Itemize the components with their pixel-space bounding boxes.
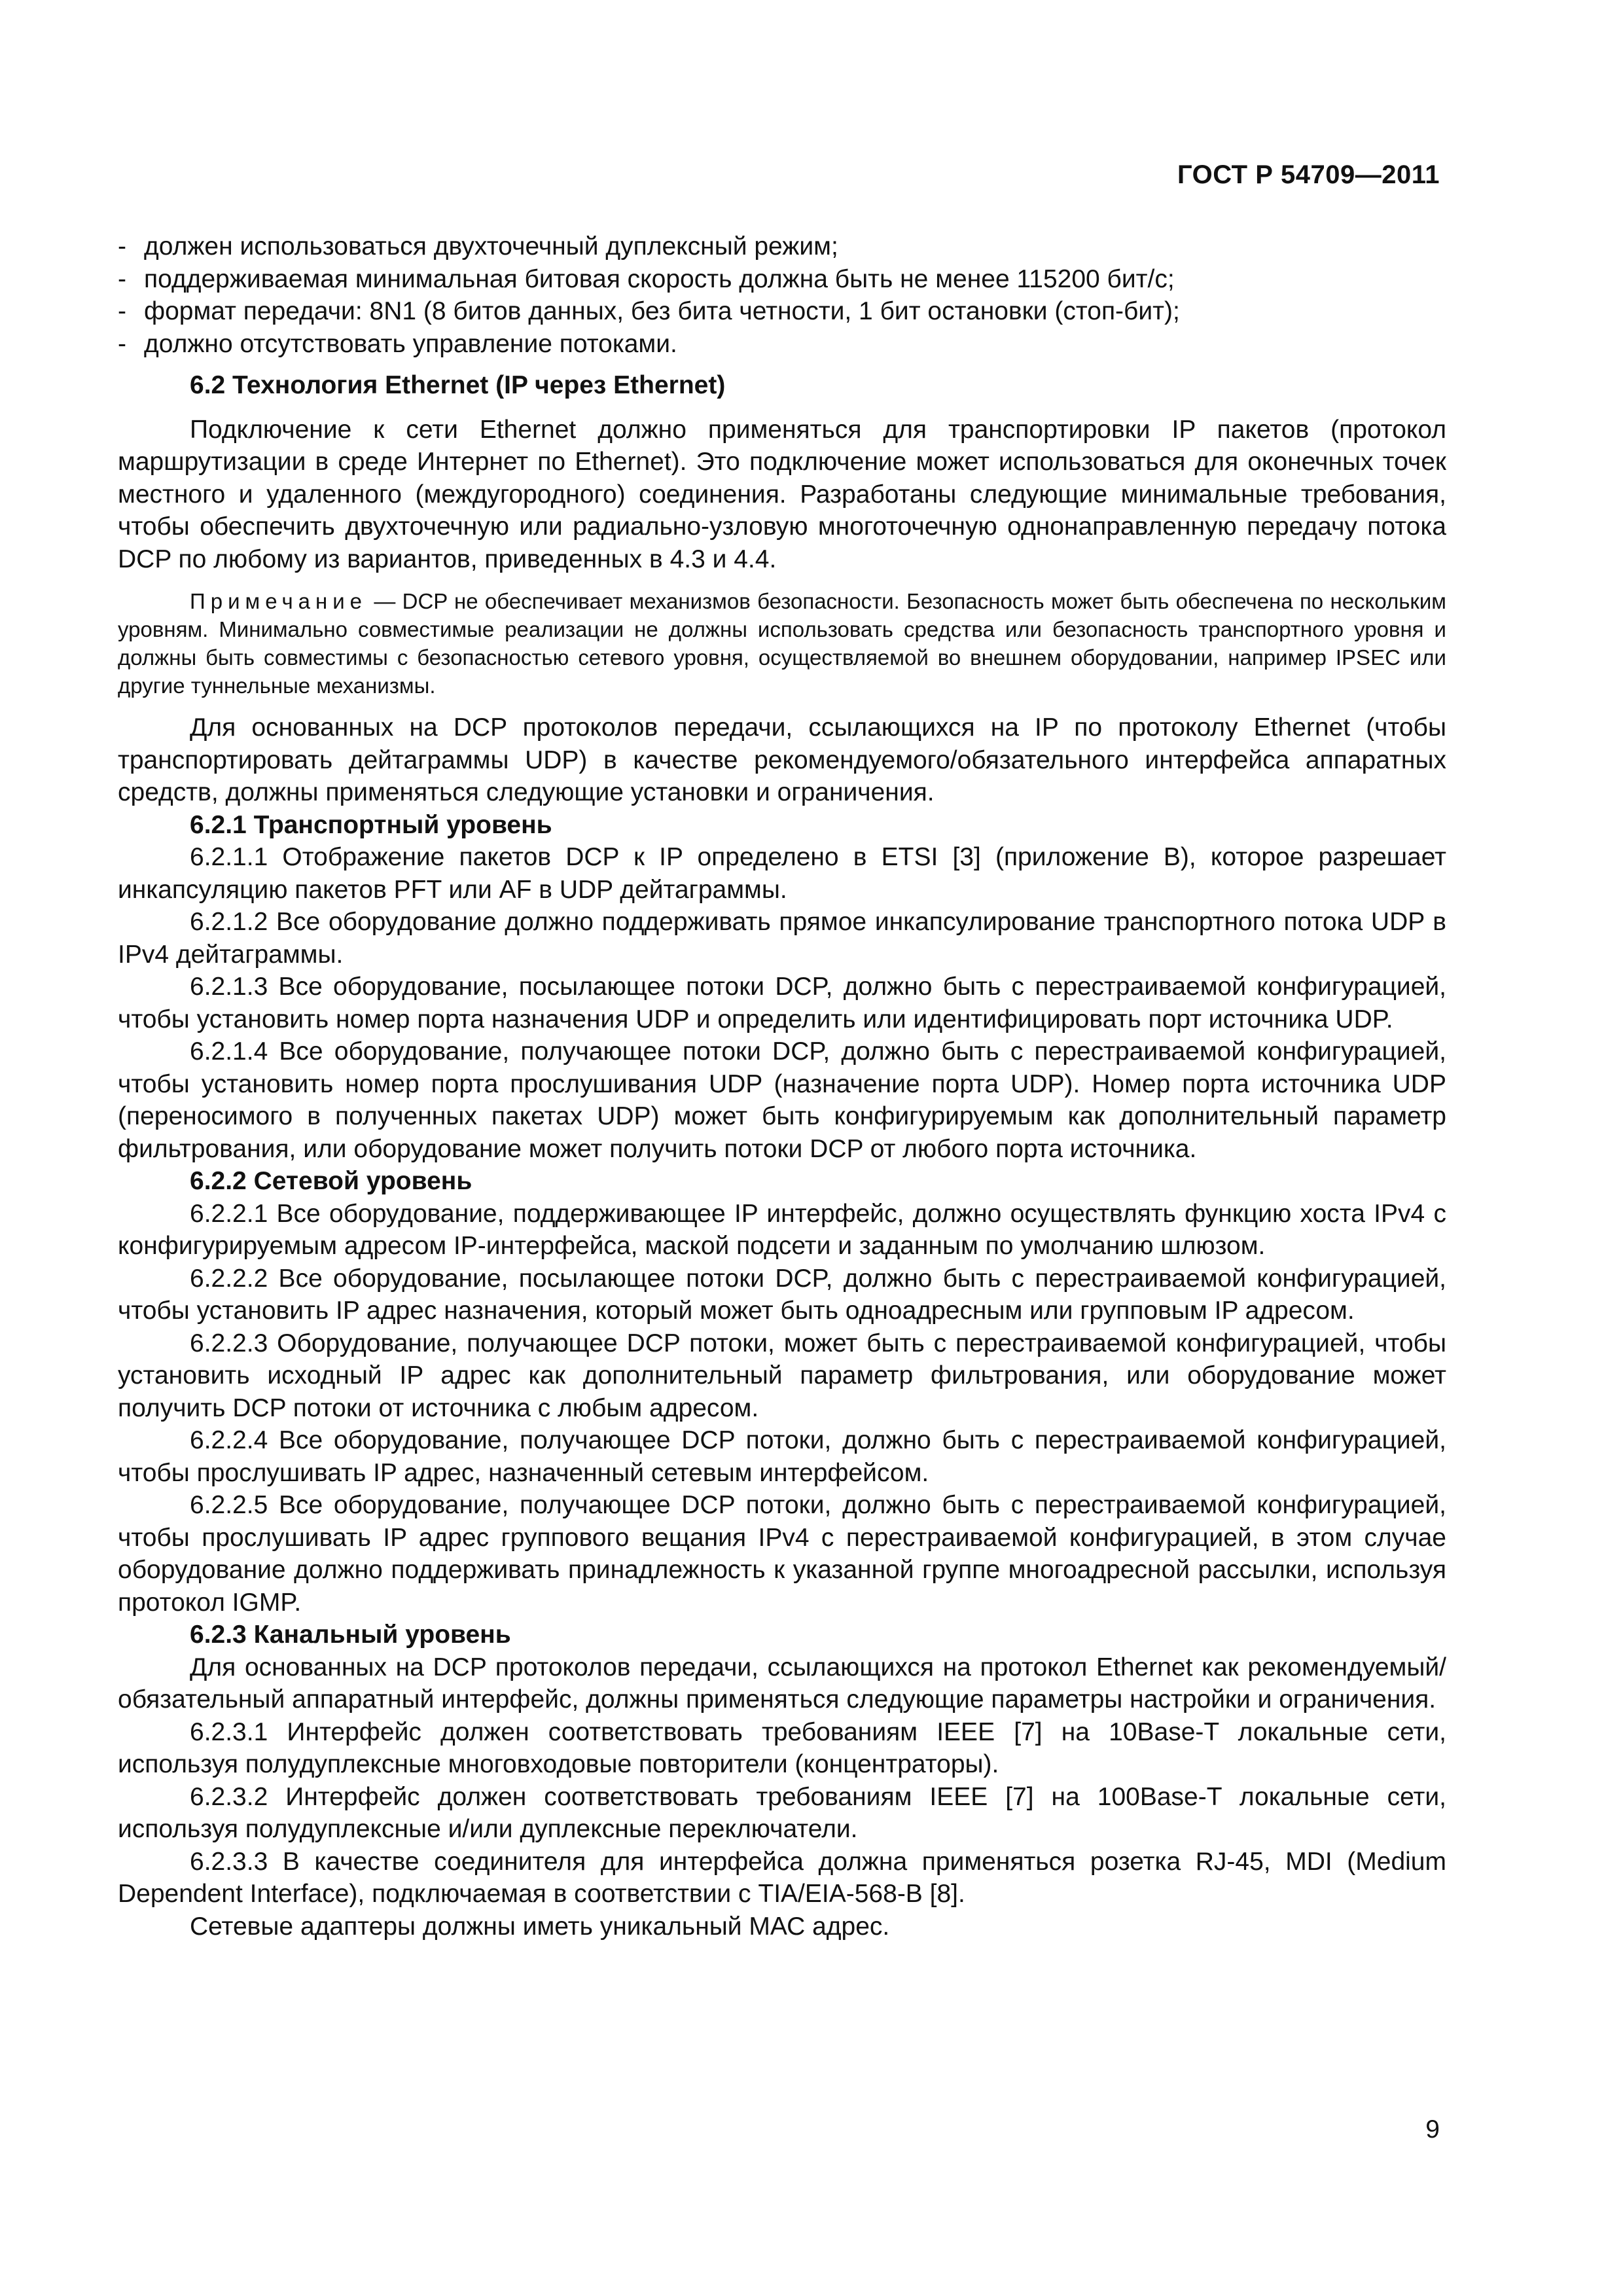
paragraph: Подключение к сети Ethernet должно применяться для транспортировки IP пакетов (протокол маршрутизации в среде Интернет по Ethernet). Это подключение может использоваться для оконечных точек местного и удаленного (междугородного) соединения. Разработаны следующие минимальные требования, чтобы обеспечить двухточечную или радиально-узловую многоточечную однонаправленную передачу потока DCP по любому из вариантов, приведенных в 4.3 и 4.4. xyxy=(118,415,1446,573)
paragraph: Для основанных на DCP протоколов передачи, ссылающихся на протокол Ethernet как рекомендуемый/обязательный аппаратный интерфейс, должны применяться следующие параметры настройки и ограничения. xyxy=(118,1653,1446,1713)
clause: 6.2.1.4 Все оборудование, получающее потоки DCP, должно быть с перестраиваемой конфигурацией, чтобы установить номер порта прослушивания UDP (назначение порта UDP). Номер порта источника UDP (переносимого в полученных пакетах UDP) может быть конфигурируемым как дополнительный параметр фильтрования, или оборудование может получить потоки DCP от любого порта источника. xyxy=(118,1037,1446,1163)
list-item: - должен использоваться двухточечный дуплексный режим; xyxy=(118,230,1446,263)
paragraph: Сетевые адаптеры должны иметь уникальный МАС адрес. xyxy=(190,1912,890,1941)
clause: 6.2.1.2 Все оборудование должно поддерживать прямое инкапсулирование транспортного потока UDP в IPv4 дейтаграммы. xyxy=(118,908,1446,969)
document-header: ГОСТ Р 54709—2011 xyxy=(1177,160,1440,189)
clause: 6.2.2.4 Все оборудование, получающее DCP потоки, должно быть с перестраиваемой конфигурацией, чтобы прослушивать IP адрес, назначенный сетевым интерфейсом. xyxy=(118,1426,1446,1487)
clause: 6.2.1.1 Отображение пакетов DCP к IP определено в ETSI [3] (приложение В), которое разрешает инкапсуляцию пакетов PFT или AF в UDP дейтаграммы. xyxy=(118,843,1446,904)
note-label: Примечание xyxy=(190,589,368,613)
requirements-list xyxy=(118,230,1446,360)
section-heading-6-2: 6.2 Технология Ethernet (IP через Ethernet) xyxy=(190,371,726,399)
clause: 6.2.2.2 Все оборудование, посылающее потоки DCP, должно быть с перестраиваемой конфигурацией, чтобы установить IP адрес назначения, который может быть одноадресным или групповым IP адресом. xyxy=(118,1264,1446,1325)
note-text: — DCP не обеспечивает механизмов безопасности. Безопасность может быть обеспечена по нескольким уровням. Минимально совместимые реализации не должны использовать средства или безопасность транспортного уровня и должны быть совместимы с безопасностью сетевого уровня, осуществляемой во внешнем оборудовании, например IPSEC или другие туннельные механизмы. xyxy=(118,589,1446,698)
list-item: - формат передачи: 8N1 (8 битов данных, без бита четности, 1 бит остановки (стоп-бит); xyxy=(118,295,1446,328)
section-heading-6-2-2: 6.2.2 Сетевой уровень xyxy=(190,1167,473,1195)
page-content xyxy=(118,230,1446,1943)
list-item: - поддерживаемая минимальная битовая скорость должна быть не менее 115200 бит/с; xyxy=(118,263,1446,296)
section-heading-6-2-1: 6.2.1 Транспортный уровень xyxy=(190,810,552,839)
list-item: - должно отсутствовать управление потоками. xyxy=(118,328,1446,361)
paragraph: Для основанных на DCP протоколов передачи, ссылающихся на IP по протоколу Ethernet (чтобы транспортировать дейтаграммы UDP) в качестве рекомендуемого/обязательного интерфейса аппаратных средств, должны применяться следующие установки и ограничения. xyxy=(118,713,1446,806)
clause: 6.2.2.3 Оборудование, получающее DCP потоки, может быть с перестраиваемой конфигурацией, чтобы установить исходный IP адрес как дополнительный параметр фильтрования, или оборудование может получить DCP потоки от источника с любым адресом. xyxy=(118,1329,1446,1422)
clause: 6.2.3.3 В качестве соединителя для интерфейса должна применяться розетка RJ-45, MDI (Medium Dependent Interface), подключаемая в соответствии с TIA/EIA-568-B [8]. xyxy=(118,1847,1446,1908)
clause: 6.2.2.1 Все оборудование, поддерживающее IP интерфейс, должно осуществлять функцию хоста IPv4 с конфигурируемым адресом IP-интерфейса, маской подсети и заданным по умолчанию шлюзом. xyxy=(118,1199,1446,1260)
clause: 6.2.3.1 Интерфейс должен соответствовать требованиям IEEE [7] на 10Base-T локальные сети, используя полудуплексные многовходовые повторители (концентраторы). xyxy=(118,1717,1446,1778)
page-number: 9 xyxy=(1425,2115,1440,2144)
clause: 6.2.1.3 Все оборудование, посылающее потоки DCP, должно быть с перестраиваемой конфигурацией, чтобы установить номер порта назначения UDP и определить или идентифицировать порт источника UDP. xyxy=(118,973,1446,1033)
note xyxy=(118,587,1446,700)
clause: 6.2.3.2 Интерфейс должен соответствовать требованиям IEEE [7] на 100Base-T локальные сети, используя полудуплексные и/или дуплексные переключатели. xyxy=(118,1782,1446,1843)
section-heading-6-2-3: 6.2.3 Канальный уровень xyxy=(190,1621,511,1649)
clause: 6.2.2.5 Все оборудование, получающее DCP потоки, должно быть с перестраиваемой конфигурацией, чтобы прослушивать IP адрес группового вещания IPv4 с перестраиваемой конфигурацией, в этом случае оборудование должно поддерживать принадлежность к указанной группе многоадресной рассылки, используя протокол IGMP. xyxy=(118,1491,1446,1617)
